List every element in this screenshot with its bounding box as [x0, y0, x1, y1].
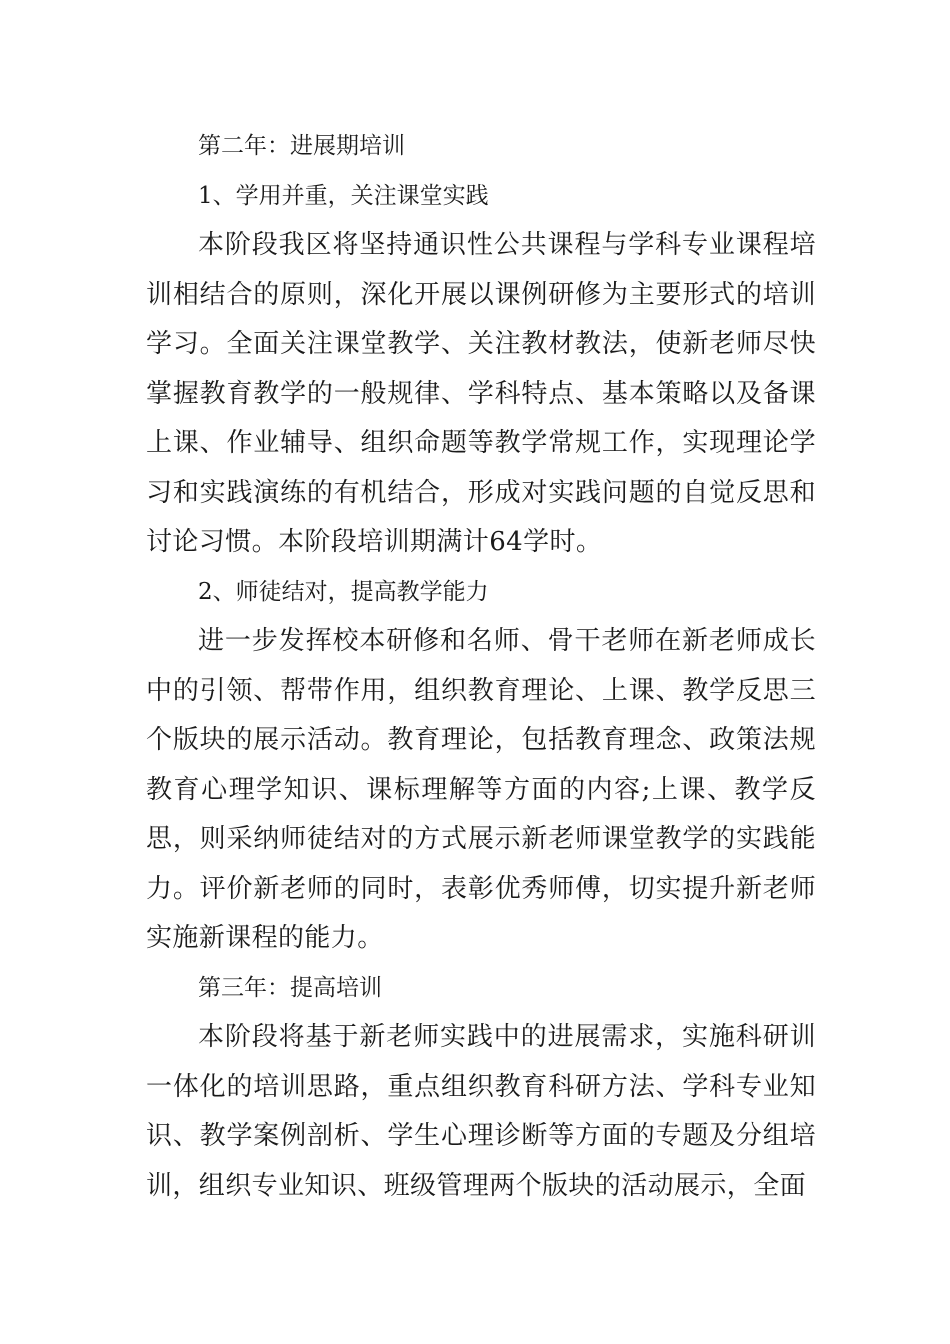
subheading-learn-and-apply: 1、学用并重，关注课堂实践	[198, 182, 489, 209]
document-body	[146, 122, 816, 1211]
paragraph-stage-three-training: 本阶段将基于新老师实践中的进展需求，实施科研训一体化的培训思路，重点组织教育科研方法、学科专业知识、教学案例剖析、学生心理诊断等方面的专题及分组培训，组织专业知识、班级管理两个版块的活动展示，全面	[146, 1022, 816, 1201]
paragraph-mentor-pairing: 进一步发挥校本研修和名师、骨干老师在新老师成长中的引领、帮带作用，组织教育理论、上课、教学反思三个版块的展示活动。教育理论，包括教育理念、政策法规教育心理学知识、课标理解等方面的内容;上课、教学反思，则采纳师徒结对的方式展示新老师课堂教学的实践能力。评价新老师的同时，表彰优秀师傅，切实提升新老师实施新课程的能力。	[146, 626, 816, 953]
section-heading-year-three: 第三年：提高培训	[198, 974, 382, 1001]
paragraph-stage-two-training: 本阶段我区将坚持通识性公共课程与学科专业课程培训相结合的原则，深化开展以课例研修为主要形式的培训学习。全面关注课堂教学、关注教材教法，使新老师尽快掌握教育教学的一般规律、学科特点、基本策略以及备课上课、作业辅导、组织命题等教学常规工作，实现理论学习和实践演练的有机结合，形成对实践问题的自觉反思和讨论习惯。本阶段培训期满计64学时。	[146, 230, 816, 557]
subheading-mentor-pairing: 2、师徒结对，提高教学能力	[198, 578, 489, 605]
section-heading-year-two: 第二年：进展期培训	[198, 133, 405, 159]
